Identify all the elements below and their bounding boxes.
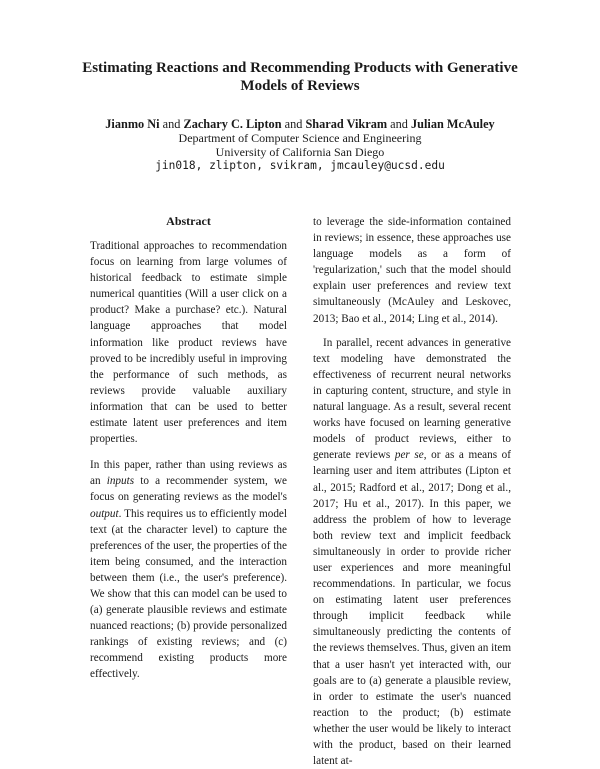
body-emphasis: per se — [394, 449, 424, 462]
title-line-2: Models of Reviews — [240, 78, 360, 94]
author-name: Julian McAuley — [411, 117, 495, 131]
abstract-paragraph-2 — [90, 457, 287, 682]
right-column — [313, 214, 511, 769]
affiliation-department: Department of Computer Science and Engineering — [178, 131, 422, 145]
abstract-emphasis: output — [90, 507, 119, 520]
abstract-paragraph-1: Traditional approaches to recommendation focus on learning from large volumes of historical feedback to estimate simple numerical quantities (Will a user click on a product? Make a purchase? etc.). Natural language approaches that model information like product reviews have proved to be incredibly useful in improving the performance of such methods, as reviews provide valuable auxiliary information that can be used to better estimate latent user preferences and item properties. — [90, 240, 287, 446]
author-list — [0, 117, 600, 131]
abstract-emphasis: inputs — [106, 475, 135, 488]
body-text: In parallel, recent advances in generative text modeling have demonstrated the effectiveness of recurrent neural networks in capturing content, structure, and style in natural language. As a result, several recent works have focused on learning generative models of product reviews, either to generate reviews — [313, 336, 511, 462]
body-paragraph-1: to leverage the side-information contained in reviews; in essence, these approaches use language models as a form of 'regularization,' such that the model should explain user preferences and review text simultaneously (McAuley and Leskovec, 2013; Bao et al., 2014; Ling et al., 2014). — [313, 216, 511, 325]
left-column — [90, 214, 287, 683]
affiliation-university: University of California San Diego — [215, 145, 385, 159]
author-separator: and — [281, 117, 306, 131]
abstract-text: to a recommender system, we focus on generating reviews as the model's — [90, 475, 287, 504]
abstract-heading: Abstract — [166, 214, 211, 228]
author-separator: and — [387, 117, 412, 131]
author-name: Sharad Vikram — [305, 117, 388, 131]
author-separator: and — [159, 117, 184, 131]
body-paragraph-2 — [313, 335, 511, 769]
author-name: Jianmo Ni — [105, 117, 160, 131]
abstract-text: In this paper, rather than using reviews as an — [90, 459, 287, 488]
author-name: Zachary C. Lipton — [183, 117, 282, 131]
author-emails: jin018, zlipton, svikram, jmcauley@ucsd.edu — [155, 159, 445, 172]
title-line-1: Estimating Reactions and Recommending Products with Generative — [82, 60, 518, 76]
abstract-text: . This requires us to efficiently model text (at the character level) to capture the preferences of the user, the properties of the item being consumed, and the interaction between them (i.e., the user's preference). We show that this can model can be used to (a) generate plausible reviews and estimate nuanced reactions; (b) provide personalized rankings of existing reviews; and (c) recommend existing products more effectively. — [90, 507, 287, 681]
body-text: , or as a means of learning user and item attributes (Lipton et al., 2015; Radford et al., 2017; Dong et al., 2017; Hu et al., 2017). In this paper, we address the problem of how to leverage both review text and implicit feedback simultaneously in order to provide richer user experiences and more meaningful recommendations. In particular, we focus on estimating latent user preferences through implicit feedback while simultaneously predicting the contents of the reviews themselves. Thus, given an item that a user hasn't yet interacted with, our goals are to (a) generate a plausible review, in order to estimate the user's nuanced reaction to the product; (b) estimate whether the user would be likely to interact with the product, based on their learned latent at- — [313, 449, 512, 768]
paper-title — [0, 59, 600, 95]
